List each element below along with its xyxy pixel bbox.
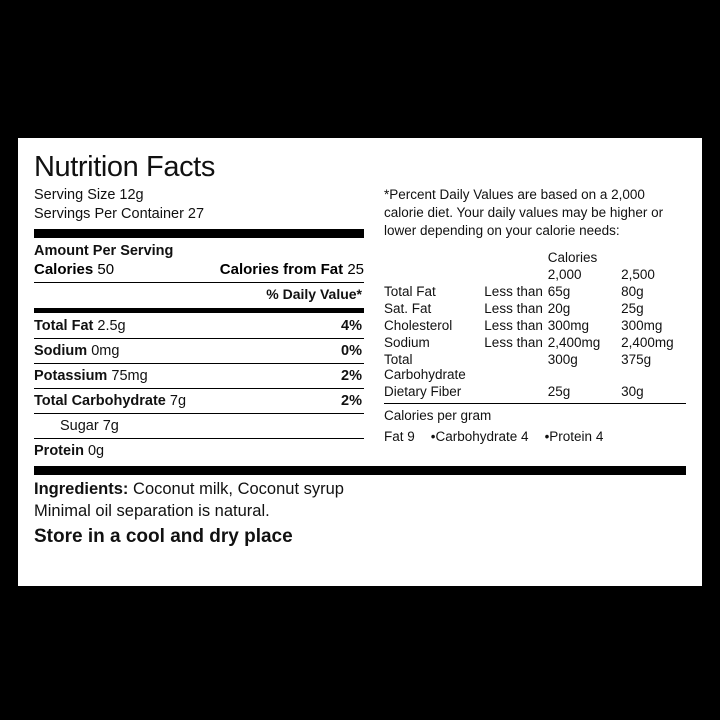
dv-row-2000: 2,400mg [547,334,601,350]
calories-per-gram-fat: Fat 9 [384,428,415,444]
nutrient-amount: 0g [87,443,105,460]
nutrient-percent: 0% [341,343,362,360]
dv-row-2500: 300mg [621,317,663,333]
servings-per-container: Servings Per Container 27 [34,205,205,222]
table-row [384,351,686,383]
nutrient-name-group [34,443,104,459]
divider-thin-1 [34,282,364,283]
divider-medium [34,308,364,313]
ingredients-line [34,479,686,500]
nutrient-row [34,341,364,361]
divider-thick-bottom [34,466,686,475]
nutrient-amount: 7g [169,393,187,410]
daily-value-table [384,249,686,400]
table-row [384,283,686,300]
nutrient-amount: 0mg [91,343,120,360]
dv-row-name: Sat. Fat [384,300,432,316]
table-header-row [384,249,686,266]
nutrient-name-group [34,418,119,434]
nutrient-name: Potassium [34,368,108,385]
nutrient-name-group [34,318,126,334]
dv-row-qualifier [484,383,547,400]
dv-row-2000: 300mg [547,317,590,333]
calories-value: 50 [97,261,115,279]
nutrient-row [34,391,364,411]
dv-row-qualifier [484,351,547,383]
col-header-2000: 2,000 [547,266,582,282]
dv-row-2500: 30g [621,383,644,399]
nutrient-name: Total Carbohydrate [34,393,166,410]
dv-row-qualifier: Less than [484,334,543,350]
bottom-notes [34,479,686,550]
calories-label-group [34,260,114,280]
calories-from-fat-value: 25 [347,261,364,279]
col-header-qualifier-2 [484,266,547,283]
nutrient-percent: 2% [341,393,362,410]
col-header-nutrient [384,249,484,266]
nutrient-name: Sugar [60,418,99,435]
label-background [10,10,710,710]
dv-row-name: Cholesterol [384,317,453,333]
nutrient-amount: 75mg [111,368,148,385]
amount-per-serving-label: Amount Per Serving [34,242,174,259]
table-header-row-2 [384,266,686,283]
dv-row-qualifier: Less than [484,300,543,316]
divider-thin-5 [34,413,364,414]
divider-thin-right [384,403,686,404]
nutrient-amount: 2.5g [97,318,126,335]
dv-row-2000: 20g [547,300,571,316]
dv-row-2000: 25g [547,383,571,399]
table-row [384,383,686,400]
label-columns [34,152,686,461]
nutrient-row [34,316,364,336]
ingredients-header: Ingredients: [34,480,129,499]
nutrient-percent: 4% [341,318,362,335]
serving-size: Serving Size 12g [34,187,144,204]
table-row [384,334,686,351]
nutrient-name: Total Fat [34,318,94,335]
nutrient-name-group [34,343,119,359]
dv-row-qualifier: Less than [484,317,543,333]
dv-row-2500: 375g [621,351,652,367]
nutrient-name-group [34,368,148,384]
nutrient-name: Sodium [34,343,88,360]
nutrient-amount: 7g [102,418,119,435]
calories-from-fat-group [220,260,364,280]
table-row [384,317,686,334]
nutrient-row [34,416,364,436]
page-title: Nutrition Facts [34,151,215,183]
divider-thin-2 [34,338,364,339]
dv-row-name: Total Carbohydrate [384,351,466,382]
nutrient-row [34,441,364,461]
nutrient-name-group [34,393,186,409]
ingredients-text: Coconut milk, Coconut syrup [133,480,344,499]
calories-row [34,260,364,280]
daily-value-footnote: *Percent Daily Values are based on a 2,000 calorie diet. Your daily values may be higher or lower depending on your calorie needs: [384,187,664,239]
divider-thin-6 [34,438,364,439]
divider-thin-4 [34,388,364,389]
calories-per-gram-carbohydrate: •Carbohydrate 4 [430,428,529,444]
dv-row-name: Total Fat [384,283,436,299]
daily-value-header: % Daily Value* [266,285,362,302]
daily-value-panel-right [374,152,686,461]
dv-row-qualifier: Less than [484,283,543,299]
calories-per-gram-title: Calories per gram [384,407,492,423]
dv-row-2500: 80g [621,283,644,299]
dv-row-2500: 2,400mg [621,334,674,350]
nutrient-row [34,366,364,386]
table-row [384,300,686,317]
calories-per-gram-row [384,429,686,444]
oil-separation-note: Minimal oil separation is natural. [34,501,270,520]
dv-row-2000: 300g [547,351,578,367]
col-header-qualifier [484,249,547,266]
calories-from-fat-label: Calories from Fat [219,261,344,279]
storage-note: Store in a cool and dry place [34,526,293,548]
nutrition-facts-label [18,138,702,586]
nutrient-percent: 2% [341,368,362,385]
nutrient-name: Protein [34,443,84,460]
nutrition-panel-left [34,152,374,461]
divider-thin-3 [34,363,364,364]
col-header-calories: Calories [547,249,598,265]
col-header-2500: 2,500 [621,266,655,282]
col-header-nutrient-2 [384,266,484,283]
dv-row-2500: 25g [621,300,644,316]
dv-row-name: Sodium [384,334,430,350]
dv-row-name: Dietary Fiber [384,383,462,399]
calories-per-gram-protein: •Protein 4 [544,428,604,444]
dv-row-2000: 65g [547,283,571,299]
divider-thick [34,229,364,238]
col-header-blank [621,249,686,266]
calories-label: Calories [34,261,94,279]
